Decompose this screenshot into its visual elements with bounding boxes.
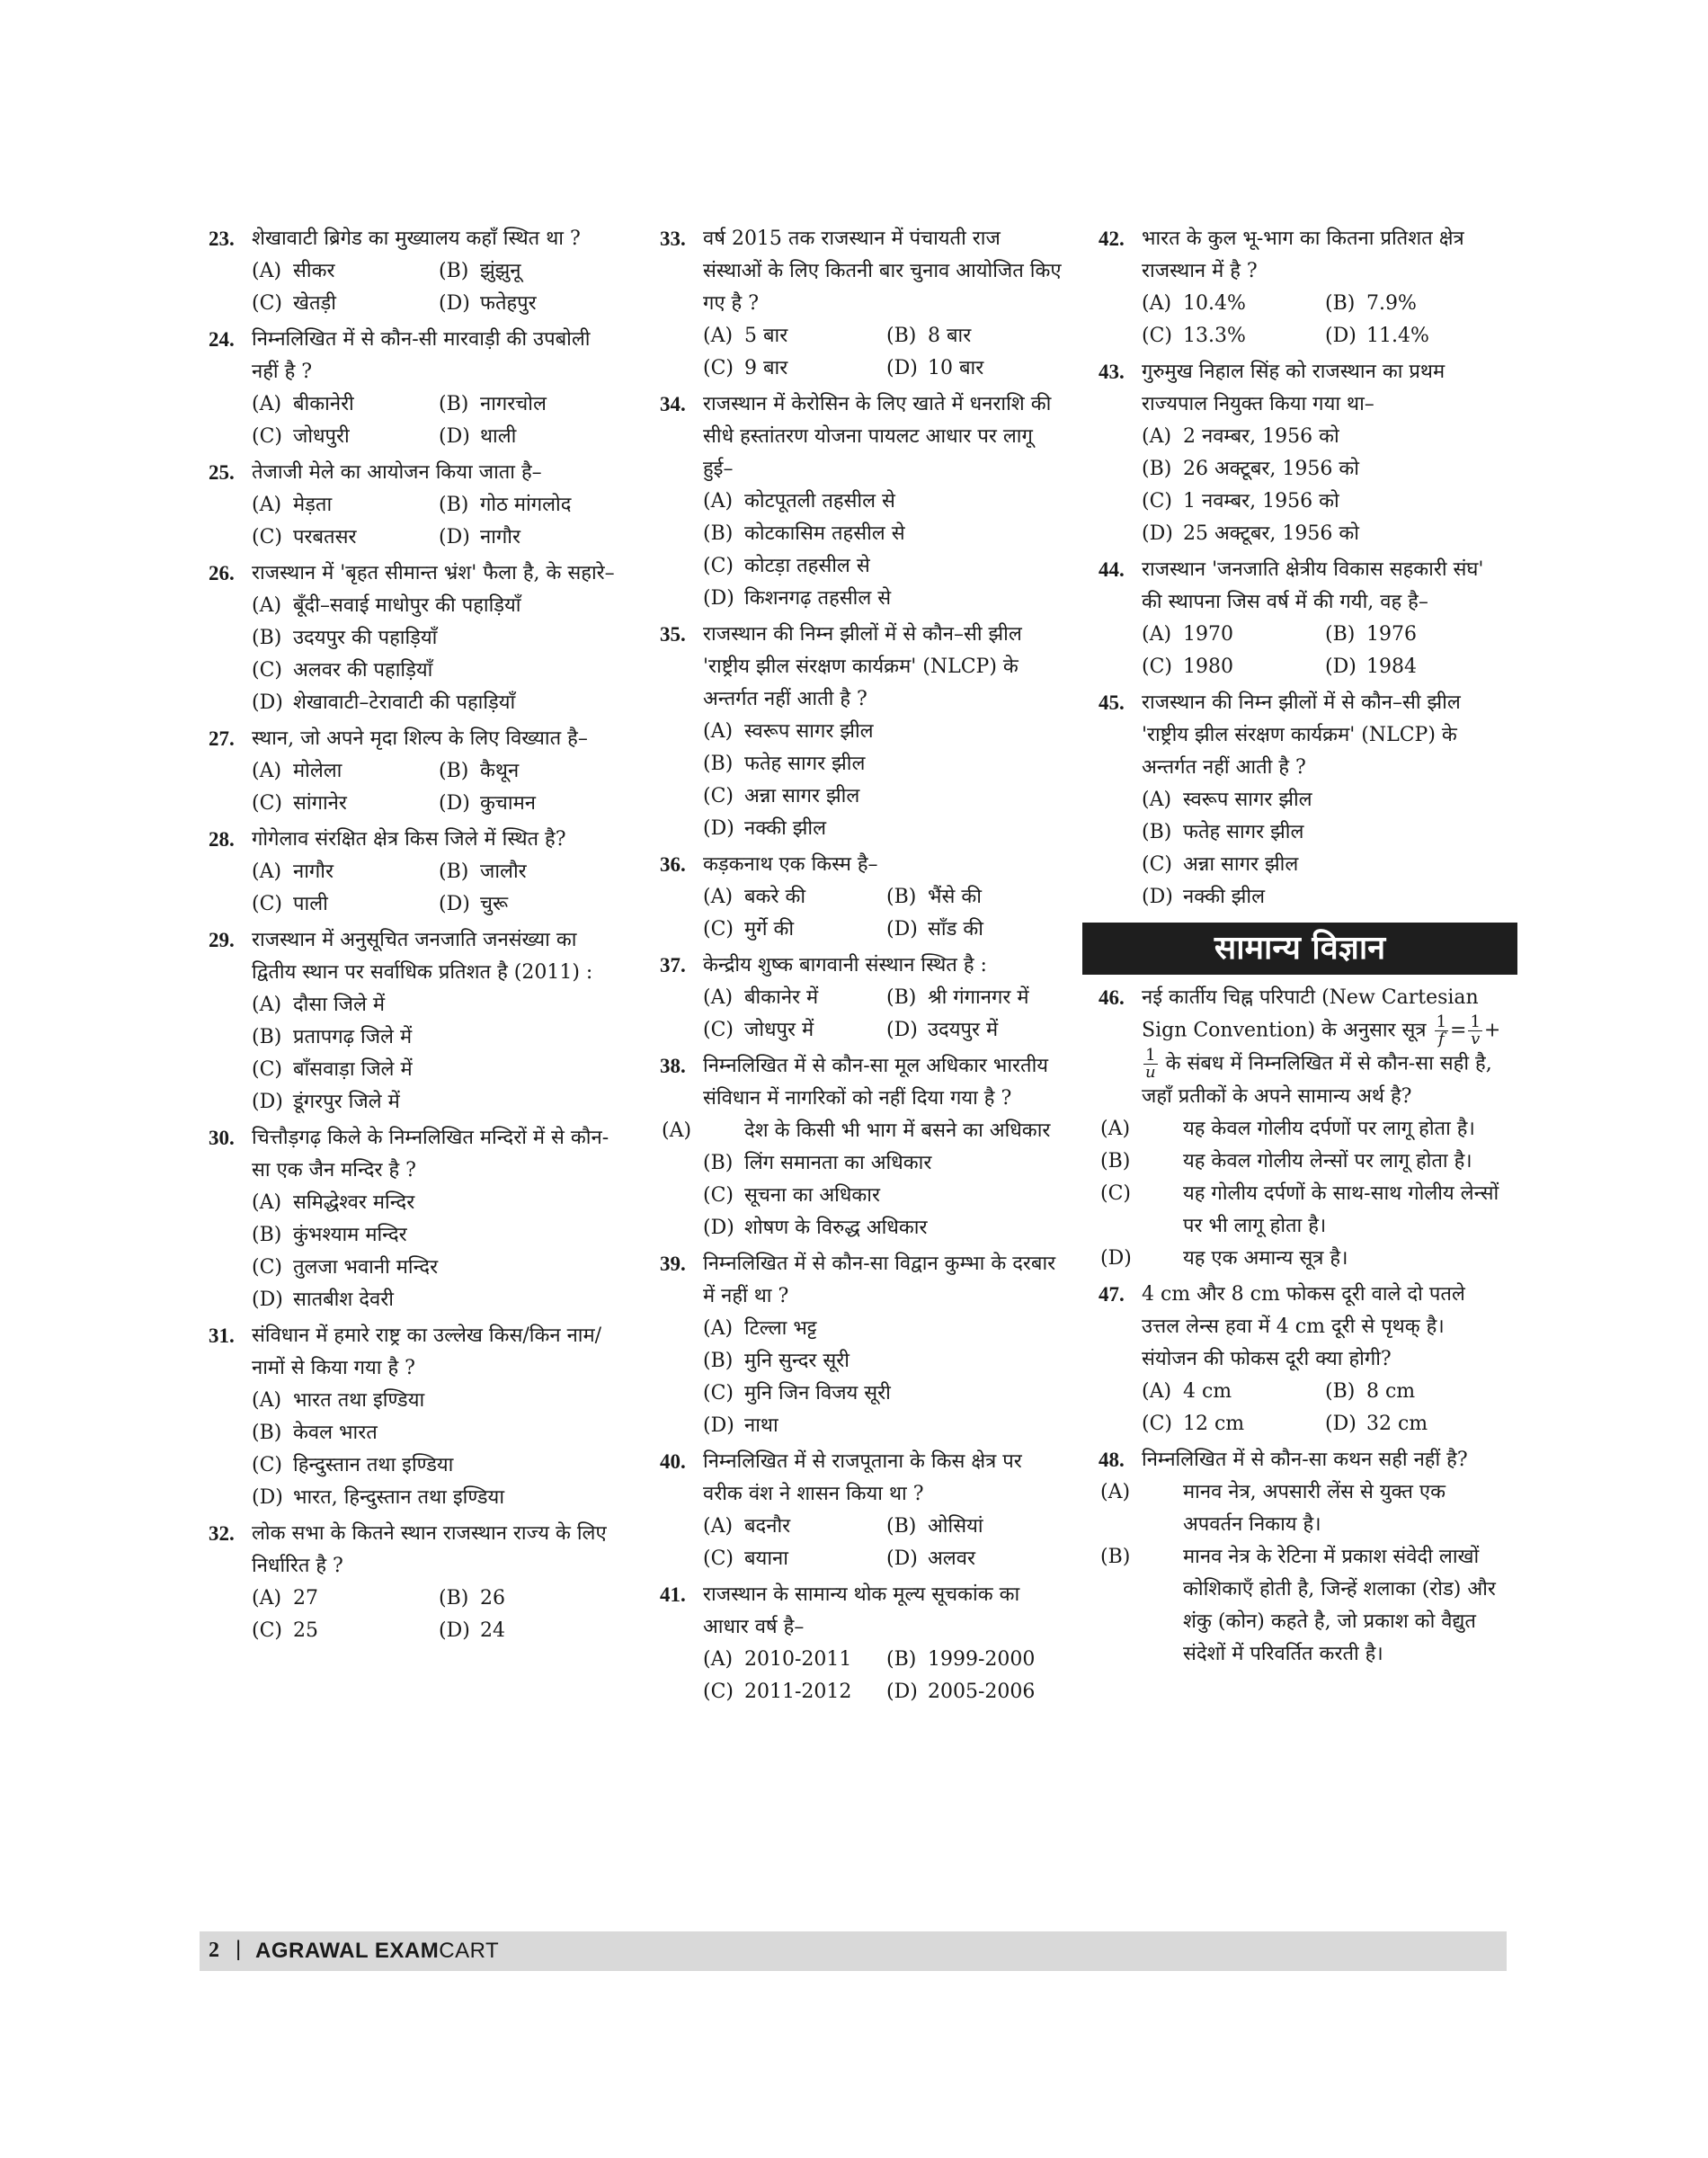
option-b: (B) गोठ मांगलोद [439,494,572,516]
question-48 [1099,1444,1501,1671]
question-text: गोगेलाव संरक्षित क्षेत्र किस जिले में स्थित है? [252,828,566,851]
option-d: (D) साँड की [886,918,983,941]
option-c: (C) 2011-2012 [703,1681,852,1703]
option-c: (C) 9 बार [703,357,788,379]
option-a: (A) बूँदी–सवाई माधोपुर की पहाड़ियाँ [252,594,521,617]
option-b: (B) 26 अक्टूबर, 1956 को [1142,458,1359,480]
question-31 [209,1320,618,1514]
fraction-1-over-u: $\frac{1}{u}$ [1145,1046,1156,1082]
option-b: (B) नागरचोल [439,393,547,415]
option-d: (D) नाथा [703,1414,778,1437]
option-c: (C) हिन्दुस्तान तथा इण्डिया [252,1454,454,1476]
question-30 [209,1122,618,1316]
question-number: 35. [660,623,686,646]
option-c: (C) 1980 [1142,655,1233,678]
question-number: 44. [1099,558,1125,581]
question-number: 42. [1099,227,1125,250]
option-a: (A) भारत तथा इण्डिया [252,1389,425,1412]
option-d: (D) 2005-2006 [886,1681,1036,1703]
question-number: 40. [660,1450,686,1473]
option-c: (C) बयाना [703,1547,788,1570]
question-text: निम्नलिखित में से कौन-सा मूल अधिकार भारतीय संविधान में नागरिकों को नहीं दिया गया है ? [703,1055,1049,1110]
column-middle [660,223,1063,1712]
option-a: (A) दौसा जिले में [252,994,386,1016]
option-a: (A) 4 cm [1142,1380,1232,1403]
question-36 [660,849,1063,946]
question-42 [1099,223,1501,352]
question-25 [209,457,618,554]
question-45 [1099,687,1501,914]
column-left [209,223,618,1651]
question-text: शेखावाटी ब्रिगेड का मुख्यालय कहाँ स्थित था ? [252,227,581,250]
question-41 [660,1579,1063,1708]
question-text: कड़कनाथ एक किस्म है– [703,853,878,876]
option-a: (A) 2010-2011 [703,1648,852,1671]
question-number: 28. [209,828,235,851]
question-33 [660,223,1063,385]
question-39 [660,1248,1063,1442]
question-text: केन्द्रीय शुष्क बागवानी संस्थान स्थित है : [703,954,987,976]
option-d: (D) यह एक अमान्य सूत्र है। [1100,1247,1348,1270]
footer-separator: | [236,1937,242,1961]
question-number: 46. [1099,986,1125,1009]
fraction-1-over-f: $\frac{1}{f}$ [1436,1012,1447,1048]
question-number: 41. [660,1583,686,1606]
option-b: (B) 26 [439,1587,505,1610]
question-text: राजस्थान के सामान्य थोक मूल्य सूचकांक का आधार वर्ष है– [703,1583,1020,1638]
option-d: (D) कुचामन [439,792,536,815]
option-c: (C) जोधपुरी [252,425,350,448]
option-b: (B) श्री गंगानगर में [886,986,1029,1009]
question-text: निम्नलिखित में से कौन-सा विद्वान कुम्भा के दरबार में नहीं था ? [703,1253,1056,1307]
option-b: (B) मानव नेत्र के रेटिना में प्रकाश संवेदी लाखों कोशिकाएँ होती है, जिन्हें शलाका (रोड) और शंकु (कोन) कहते है, जो प्रकाश को वैद्युत संदेशों में परिवर्तित करती है। [1100,1546,1496,1665]
option-d: (D) नक्की झील [703,817,827,840]
option-b: (B) फतेह सागर झील [1142,821,1304,843]
question-text: राजस्थान में अनुसूचित जनजाति जनसंख्या का द्वितीय स्थान पर सर्वाधिक प्रतिशत है (2011) : [252,929,593,984]
question-40 [660,1446,1063,1575]
option-b: (B) लिंग समानता का अधिकार [703,1152,932,1174]
question-text: निम्नलिखित में से राजपूताना के किस क्षेत्र पर वरीक वंश ने शासन किया था ? [703,1450,1022,1505]
question-number: 25. [209,461,235,484]
option-c: (C) कोटड़ा तहसील से [703,555,870,577]
option-d: (D) शोषण के विरुद्ध अधिकार [703,1217,928,1239]
option-b: (B) मुनि सुन्दर सूरी [703,1350,850,1372]
page-footer [200,1931,1507,1971]
option-c: (C) परबतसर [252,526,357,548]
option-d: (D) सातबीश देवरी [252,1289,394,1311]
question-number: 47. [1099,1283,1125,1306]
option-a: (A) 10.4% [1142,292,1246,315]
question-text: लोक सभा के कितने स्थान राजस्थान राज्य के लिए निर्धारित है ? [252,1522,607,1577]
option-c: (C) अन्ना सागर झील [703,785,860,807]
option-d: (D) थाली [439,425,517,448]
option-c: (C) सांगानेर [252,792,347,815]
question-text: निम्नलिखित में से कौन-सी मारवाड़ी की उपबोली नहीं है ? [252,328,591,383]
option-b: (B) कोटकासिम तहसील से [703,522,905,545]
option-d: (D) चुरू [439,893,509,915]
option-a: (A) स्वरूप सागर झील [703,720,874,743]
option-c: (C) जोधपुर में [703,1019,814,1041]
question-32 [209,1518,618,1647]
option-d: (D) 24 [439,1619,505,1642]
question-46 [1099,982,1501,1275]
question-number: 33. [660,227,686,250]
option-b: (B) ओसियां [886,1515,983,1538]
option-c: (C) खेतड़ी [252,292,337,315]
option-a: (A) मेड़ता [252,494,333,516]
question-27 [209,723,618,820]
question-29 [209,924,618,1119]
question-number: 34. [660,393,686,415]
option-b: (B) जालौर [439,861,527,883]
option-b: (B) फतेह सागर झील [703,753,866,775]
option-d: (D) 32 cm [1325,1413,1428,1435]
option-c: (C) 12 cm [1142,1413,1245,1435]
question-text: राजस्थान में केरोसिन के लिए खाते में धनराशि की सीधे हस्तांतरण योजना पायलट आधार पर लागू हुई– [703,393,1052,480]
question-number: 24. [209,328,235,351]
option-b: (B) 1976 [1325,623,1417,646]
question-text: राजस्थान में 'बृहत सीमान्त भ्रंश' फैला है, के सहारे– [252,562,615,584]
question-47 [1099,1279,1501,1440]
question-number: 45. [1099,691,1125,714]
question-37 [660,950,1063,1047]
question-text: राजस्थान 'जनजाति क्षेत्रीय विकास सहकारी संघ' की स्थापना जिस वर्ष में की गयी, वह है– [1142,558,1484,613]
option-d: (D) 1984 [1325,655,1417,678]
option-d: (D) डूंगरपुर जिले में [252,1091,400,1113]
option-a: (A) समिद्धेश्वर मन्दिर [252,1191,415,1214]
option-b: (B) 7.9% [1325,292,1417,315]
question-44 [1099,554,1501,683]
option-c: (C) अलवर की पहाड़ियाँ [252,659,433,682]
question-34 [660,388,1063,615]
option-c: (C) पाली [252,893,328,915]
fraction-1-over-v: $\frac{1}{v}$ [1470,1012,1481,1048]
question-text: भारत के कुल भू-भाग का कितना प्रतिशत क्षेत्र राजस्थान में है ? [1142,227,1464,282]
question-number: 26. [209,562,235,584]
option-b: (B) यह केवल गोलीय लेन्सों पर लागू होता है। [1100,1150,1472,1173]
question-26 [209,557,618,719]
option-c: (C) मुर्गे की [703,918,795,941]
option-a: (A) मोलेला [252,760,342,782]
option-b: (B) उदयपुर की पहाड़ियाँ [252,627,438,649]
question-number: 23. [209,227,235,250]
question-text: संविधान में हमारे राष्ट्र का उल्लेख किस/किन नाम/नामों से किया गया है ? [252,1324,602,1379]
brand-logo: AGRAWAL EXAMCART [255,1939,500,1963]
option-d: (D) नक्की झील [1142,886,1266,908]
question-38 [660,1050,1063,1244]
question-text: 4 cm और 8 cm फोकस दूरी वाले दो पतले उत्तल लेन्स हवा में 4 cm दूरी से पृथक् है। संयोजन की फोकस दूरी क्या होगी? [1142,1283,1465,1370]
page-number: 2 [209,1939,219,1962]
option-b: (B) भैंसे की [886,886,982,908]
option-d: (D) 10 बार [886,357,984,379]
question-number: 38. [660,1055,686,1077]
question-number: 29. [209,929,235,951]
option-d: (D) उदयपुर में [886,1019,999,1041]
option-c: (C) मुनि जिन विजय सूरी [703,1382,891,1404]
option-d: (D) किशनगढ़ तहसील से [703,587,892,610]
option-d: (D) फतेहपुर [439,292,537,315]
option-a: (A) 27 [252,1587,318,1610]
option-b: (B) 8 बार [886,325,972,347]
option-a: (A) बदनौर [703,1515,791,1538]
option-a: (A) मानव नेत्र, अपसारी लेंस से युक्त एक अपवर्तन निकाय है। [1100,1481,1446,1536]
question-number: 30. [209,1127,235,1149]
question-number: 36. [660,853,686,876]
option-c: (C) 13.3% [1142,325,1246,347]
option-a: (A) देश के किसी भी भाग में बसने का अधिकार [662,1119,1051,1142]
option-a: (A) 5 बार [703,325,788,347]
question-text: वर्ष 2015 तक राजस्थान में पंचायती राज संस्थाओं के लिए कितनी बार चुनाव आयोजित किए गए है ? [703,227,1062,315]
question-text: गुरुमुख निहाल सिंह को राजस्थान का प्रथम राज्यपाल नियुक्त किया गया था– [1142,361,1446,415]
option-a: (A) 1970 [1142,623,1233,646]
question-number: 48. [1099,1449,1125,1471]
option-d: (D) 25 अक्टूबर, 1956 को [1142,522,1359,545]
option-b: (B) प्रतापगढ़ जिले में [252,1026,413,1048]
option-b: (B) 1999-2000 [886,1648,1036,1671]
option-d: (D) 11.4% [1325,325,1429,347]
option-b: (B) कैथून [439,760,520,782]
question-number: 32. [209,1522,235,1545]
question-number: 39. [660,1253,686,1275]
question-35 [660,619,1063,845]
question-number: 43. [1099,361,1125,383]
option-b: (B) 8 cm [1325,1380,1416,1403]
option-b: (B) केवल भारत [252,1422,378,1444]
column-right [1099,223,1501,1674]
question-number: 31. [209,1324,235,1347]
question-text: चित्तौड़गढ़ किले के निम्नलिखित मन्दिरों में से कौन-सा एक जैन मन्दिर है ? [252,1127,609,1182]
option-d: (D) भारत, हिन्दुस्तान तथा इण्डिया [252,1486,505,1509]
option-c: (C) 1 नवम्बर, 1956 को [1142,490,1339,513]
question-28 [209,824,618,921]
option-c: (C) अन्ना सागर झील [1142,853,1299,876]
option-a: (A) बीकानेरी [252,393,354,415]
option-d: (D) शेखावाटी–टेरावाटी की पहाड़ियाँ [252,691,516,714]
option-d: (D) अलवर [886,1547,975,1570]
question-text: नई कार्तीय चिह्न परिपाटी (New Cartesian Sign Convention) के अनुसार सूत्र $\frac{1}{f}$ = $\frac{1}{v}$ + $\frac{1}{u}$ के संबध में निम्नलिखित में से कौन-सा सही है, जहाँ प्रतीकों के अपने सामान्य अर्थ है? [1142,986,1501,1108]
question-text: स्थान, जो अपने मृदा शिल्प के लिए विख्यात है– [252,727,588,750]
option-c: (C) यह गोलीय दर्पणों के साथ-साथ गोलीय लेन्सों पर भी लागू होता है। [1100,1182,1499,1237]
option-a: (A) 2 नवम्बर, 1956 को [1142,425,1339,448]
option-a: (A) बीकानेर में [703,986,819,1009]
question-text: राजस्थान की निम्न झीलों में से कौन–सी झील 'राष्ट्रीय झील संरक्षण कार्यक्रम' (NLCP) के अन्तर्गत नहीं आती है ? [1142,691,1461,779]
question-text: निम्नलिखित में से कौन-सा कथन सही नहीं है? [1142,1449,1468,1471]
question-text: राजस्थान की निम्न झीलों में से कौन–सी झील 'राष्ट्रीय झील संरक्षण कार्यक्रम' (NLCP) के अन्तर्गत नहीं आती है ? [703,623,1022,710]
question-text: तेजाजी मेले का आयोजन किया जाता है– [252,461,542,484]
option-a: (A) बकरे की [703,886,806,908]
question-23 [209,223,618,320]
option-c: (C) बाँसवाड़ा जिले में [252,1058,413,1081]
section-heading: सामान्य विज्ञान [1082,923,1517,975]
option-b: (B) कुंभश्याम मन्दिर [252,1224,407,1246]
option-c: (C) 25 [252,1619,318,1642]
option-a: (A) कोटपूतली तहसील से [703,490,895,513]
option-a: (A) नागौर [252,861,334,883]
option-c: (C) सूचना का अधिकार [703,1184,880,1207]
question-number: 27. [209,727,235,750]
option-a: (A) टिल्ला भट्ट [703,1317,817,1340]
option-b: (B) झुंझुनू [439,260,521,282]
question-number: 37. [660,954,686,976]
option-a: (A) स्वरूप सागर झील [1142,789,1312,811]
question-24 [209,324,618,453]
option-c: (C) तुलजा भवानी मन्दिर [252,1256,439,1279]
option-a: (A) यह केवल गोलीय दर्पणों पर लागू होता है। [1100,1118,1475,1140]
option-a: (A) सीकर [252,260,335,282]
question-43 [1099,356,1501,550]
option-d: (D) नागौर [439,526,520,548]
